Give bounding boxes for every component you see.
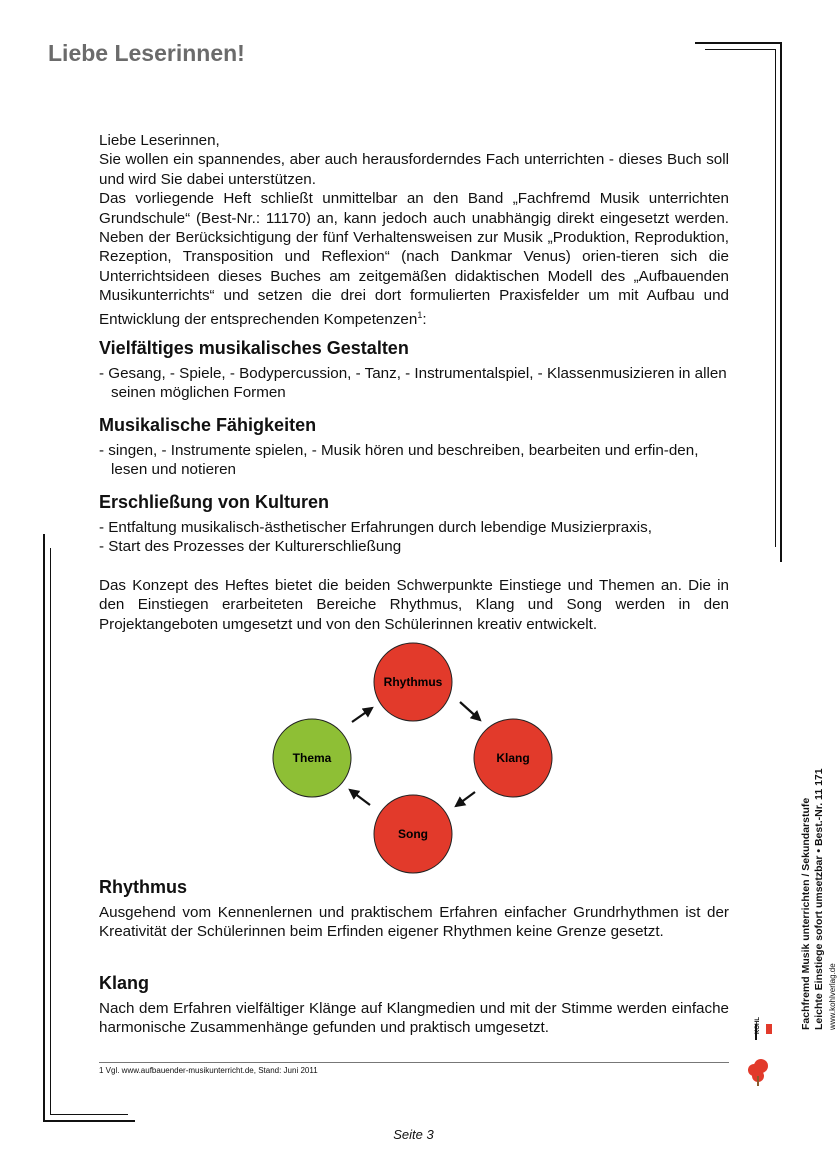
side-line-subtitle: Leichte Einstiege sofort umsetzbar • Best.-Nr. 11 171 — [813, 768, 825, 1030]
svg-text:KOHL: KOHL — [755, 1017, 761, 1034]
footnote: 1 Vgl. www.aufbauender-musikunterricht.de, Stand: Juni 2011 — [99, 1066, 318, 1075]
footnote-divider — [99, 1062, 729, 1063]
klang-text: Nach dem Erfahren vielfältiger Klänge auf Klangmedien und mit der Stimme werden einfache harmonische Zusammenhänge gefunden und praktisch umgesetzt. — [99, 1000, 729, 1037]
section-list-faehigkeiten — [99, 441, 729, 480]
footnote-ref: 1 — [417, 309, 423, 320]
frame-right-line-outer — [780, 42, 782, 562]
intro-greeting: Liebe Leserinnen, — [99, 132, 220, 149]
frame-right-line-inner — [775, 49, 776, 547]
kohl-logo — [746, 1017, 776, 1088]
page-title: Liebe Leserinnen! — [48, 40, 245, 66]
list-item: - singen, - Instrumente spielen, - Musik hören und beschreiben, bearbeiten und erfin-den, lesen und notieren — [99, 442, 699, 479]
label-rhythmus: Rhythmus — [383, 675, 443, 689]
side-book-info — [800, 768, 839, 1030]
side-line-title: Fachfremd Musik unterrichten / Sekundarstufe — [800, 797, 812, 1030]
intro-text — [99, 131, 729, 329]
section-list-kulturen — [99, 518, 729, 557]
frame-bottom-line-outer — [43, 1120, 135, 1122]
frame-bottom-line-inner — [50, 1114, 128, 1115]
frame-top-line-inner — [705, 49, 776, 50]
section-heading-kulturen: Erschließung von Kulturen — [99, 492, 330, 512]
label-thema: Thema — [292, 751, 332, 765]
intro-line-1: Sie wollen ein spannendes, aber auch herausforderndes Fach unterrichten - dieses Buch soll und wird Sie dabei unterstützen. — [99, 151, 729, 188]
frame-top-line-outer — [695, 42, 781, 44]
label-song: Song — [398, 827, 428, 841]
intro-colon: : — [422, 310, 427, 328]
section-heading-faehigkeiten: Musikalische Fähigkeiten — [99, 415, 317, 435]
section-heading-gestalten: Vielfältiges musikalisches Gestalten — [99, 338, 409, 358]
list-item: - Entfaltung musikalisch-ästhetischer Erfahrungen durch lebendige Musizierpraxis, — [99, 519, 652, 536]
frame-left-line-inner — [50, 548, 51, 1115]
label-klang: Klang — [496, 751, 530, 765]
intro-line-2-text: Das vorliegende Heft schließt unmittelbar an den Band „Fachfremd Musik unterrichten Grundschule“ (Best-Nr.: 11170) an, kann jedoch auch unabhängig direkt eingesetzt werden. Neben der Berücksichtigung der fünf Verhaltensweisen zur Musik „Produktion, Reproduktion, Rezeption, Transposition und Reflexion“ (nach Dankmar Venus) orien-tieren sich die Unterrichtsideen dieses Buches am zeitgemäßen didaktischen Modell des „Aufbauenden Musikunterrichts“ und setzen die drei dort formulierten Praxisfelder um mit Aufbau und Entwicklung der entsprechenden Kompetenzen — [99, 190, 729, 328]
list-item: - Gesang, - Spiele, - Bodypercussion, - Tanz, - Instrumentalspiel, - Klassenmusizieren in allen seinen möglichen Formen — [99, 365, 727, 402]
section-list-gestalten — [99, 364, 729, 403]
arrow-song-to-thema — [350, 790, 370, 805]
rhythmus-text: Ausgehend vom Kennenlernen und praktischem Erfahren einfacher Grundrhythmen ist der Kreativität der Schülerinnen beim Erfinden eigener Rhythmen keine Grenze gesetzt. — [99, 904, 729, 941]
rhythmus-heading: Rhythmus — [99, 877, 188, 897]
page-number: Seite 3 — [393, 1127, 434, 1142]
arrow-rhythmus-to-klang — [460, 702, 480, 720]
side-line-url: www.kohlverlag.de — [828, 963, 837, 1030]
intro-line-2 — [99, 189, 729, 329]
arrow-thema-to-rhythmus — [352, 708, 372, 722]
klang-heading: Klang — [99, 973, 150, 993]
concept-text: Das Konzept des Heftes bietet die beiden Schwerpunkte Einstiege und Themen an. Die in den Einstiegen erarbeiteten Bereiche Rhythmus, Klang und Song werden in den Projektangeboten umgesetzt und von den Schülerinnen kreativ entwickelt. — [99, 577, 729, 633]
cycle-diagram — [270, 640, 530, 880]
arrow-klang-to-song — [456, 792, 475, 806]
list-item: - Start des Prozesses der Kulturerschließung — [99, 538, 402, 556]
frame-left-line-outer — [43, 534, 45, 1122]
